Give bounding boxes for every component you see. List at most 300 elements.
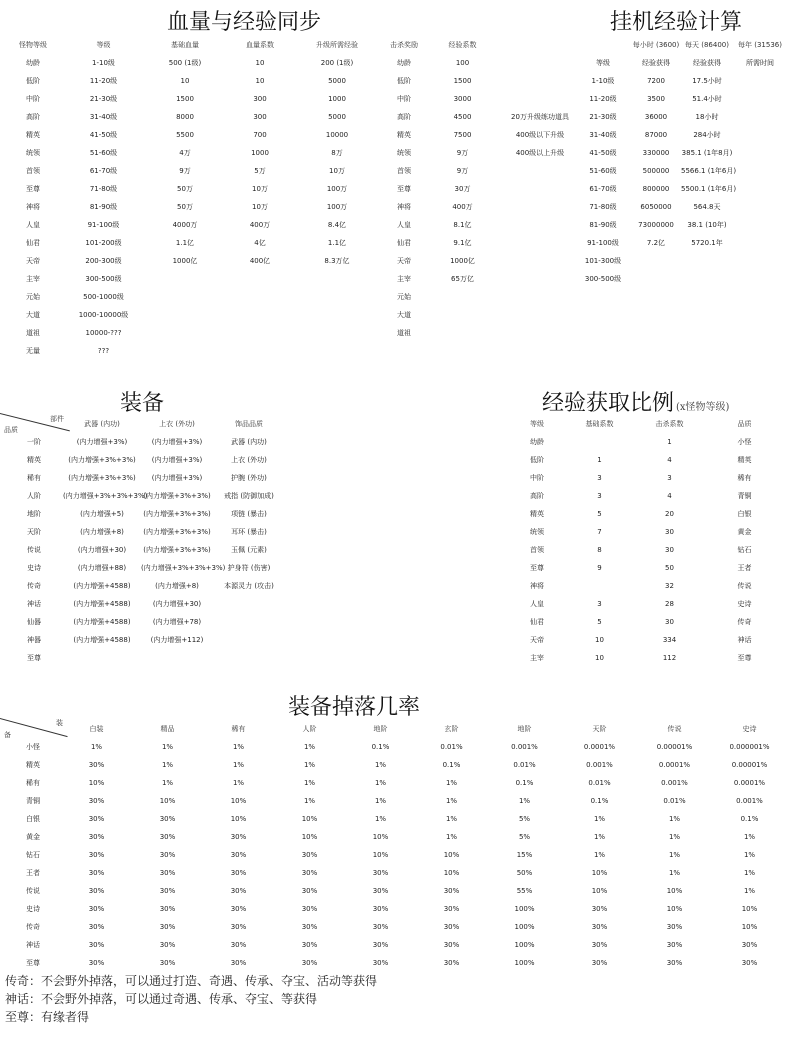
afk-cell: 41-50级: [589, 148, 617, 157]
sync-row: [5, 198, 495, 216]
ratio-header-cell: 击杀系数: [655, 419, 684, 428]
sync-cell: 1500: [453, 76, 472, 85]
drop-cell: 10%: [443, 850, 460, 859]
afk-header-cell: 每年 (31536): [738, 40, 782, 49]
ratio-cell: 中阶: [530, 473, 544, 482]
ratio-row: [512, 541, 787, 559]
afk-cell: 18小时: [695, 112, 719, 121]
drop-cell: 0.001%: [586, 760, 613, 769]
sync-cell: 人皇: [26, 220, 40, 229]
drop-cell: 30%: [591, 904, 608, 913]
drop-cell: 1%: [232, 778, 245, 787]
drop-row: [5, 846, 787, 864]
equip-row: [5, 649, 285, 667]
ratio-cell: 王者: [737, 563, 752, 572]
ratio-cell: 1: [597, 455, 602, 464]
sync-cell: 神将: [397, 202, 411, 211]
afk-cell: [733, 108, 787, 126]
equip-header-cell: 武器 (内功): [84, 419, 120, 428]
drop-cell: 30%: [88, 850, 105, 859]
sync-cell: 65万亿: [451, 274, 474, 283]
equip-corner-cell: [5, 415, 63, 433]
equip-cell: 精英: [27, 455, 41, 464]
afk-cell: 284小时: [693, 130, 721, 139]
sync-cell: 10: [180, 76, 190, 85]
equip-cell: 传说: [27, 545, 41, 554]
sync-cell: 3000: [453, 94, 472, 103]
sync-cell: ???: [97, 346, 110, 355]
sync-cell: 低阶: [397, 76, 411, 85]
ratio-cell: 3: [597, 491, 602, 500]
sync-cell: [224, 306, 296, 324]
sync-cell: 道祖: [26, 328, 40, 337]
equip-cell: 耳环 (暴击): [231, 527, 267, 536]
drop-cell: 0.01%: [513, 760, 536, 769]
equip-cell: (内力增强+30): [152, 599, 202, 608]
equip-cell: 护身符 (伤害): [227, 563, 271, 572]
sync-cell: 主宰: [397, 274, 411, 283]
drop-cell: 30%: [301, 868, 318, 877]
drop-title: 装备掉落几率: [288, 695, 421, 720]
sync-cell: 11-20级: [89, 76, 118, 85]
drop-corner-left: 备: [4, 731, 11, 739]
afk-header-cell: 每天 (86400): [685, 40, 729, 49]
drop-header-cell: 稀有: [231, 724, 246, 733]
drop-cell: 0.01%: [588, 778, 611, 787]
drop-cell: 0.0001%: [733, 778, 766, 787]
afk-cell: [733, 198, 787, 216]
drop-cell: 1%: [743, 886, 756, 895]
ratio-cell: 幼龄: [530, 437, 544, 446]
equip-cell: 玉佩 (元素): [231, 545, 267, 554]
drop-cell: 10%: [666, 904, 683, 913]
sync-cell: [146, 342, 224, 360]
sync-cell: 4500: [453, 112, 472, 121]
drop-cell: 10%: [372, 850, 389, 859]
drop-cell: 1%: [445, 832, 458, 841]
equip-cell: 史诗: [27, 563, 41, 572]
ratio-cell: 首领: [530, 545, 544, 554]
drop-row: [5, 756, 787, 774]
afk-cell: [733, 144, 787, 162]
ratio-row: [512, 523, 787, 541]
drop-cell: 30%: [443, 940, 460, 949]
equip-cell: (内力增强+4588): [73, 617, 131, 626]
drop-row: [5, 864, 787, 882]
drop-cell: 30%: [159, 814, 176, 823]
drop-cell: 王者: [26, 868, 40, 877]
sync-cell: 中阶: [26, 94, 40, 103]
sync-cell: 101-200级: [85, 238, 122, 247]
equip-cell: [63, 649, 141, 667]
equip-corner-left: 品质: [4, 426, 18, 434]
equip-row: [5, 613, 285, 631]
drop-row: [5, 828, 787, 846]
equip-cell: (内力增强+88): [77, 563, 127, 572]
afk-cell: 7.2亿: [646, 238, 666, 247]
drop-cell: 30%: [666, 922, 683, 931]
drop-cell: 30%: [88, 814, 105, 823]
equip-row: [5, 433, 285, 451]
sync-cell: 7500: [453, 130, 472, 139]
afk-cell: 31-40级: [589, 130, 617, 139]
drop-cell: 传奇: [26, 922, 40, 931]
equip-cell: (内力增强+3%+3%): [143, 491, 211, 500]
equip-row: [5, 451, 285, 469]
ratio-cell: 白银: [737, 509, 752, 518]
equip-table: [5, 415, 285, 667]
sync-cell: 21-30级: [89, 94, 118, 103]
afk-title: 挂机经验计算: [610, 10, 743, 35]
afk-cell: 38.1 (10年): [687, 220, 727, 229]
afk-cell: 61-70级: [589, 184, 617, 193]
sync-cell: 统领: [397, 148, 411, 157]
drop-cell: 30%: [230, 958, 247, 967]
drop-corner-top: 装: [56, 719, 63, 727]
equip-cell: 稀有: [27, 473, 41, 482]
drop-cell: 30%: [159, 904, 176, 913]
equip-cell: 一阶: [27, 437, 41, 446]
afk-cell: 564.8天: [693, 202, 721, 211]
equip-cell: (内力增强+3%+3%+3%): [141, 563, 226, 572]
equip-cell: 至尊: [27, 653, 41, 662]
drop-cell: 15%: [516, 850, 533, 859]
sync-cell: 神将: [26, 202, 40, 211]
afk-cell: 385.1 (1年8月): [681, 148, 733, 157]
equip-cell: (内力增强+78): [152, 617, 202, 626]
sync-cell: 51-60级: [89, 148, 118, 157]
sync-cell: 至尊: [26, 184, 40, 193]
drop-header-cell: 白装: [89, 724, 104, 733]
sync-cell: 400万: [452, 202, 473, 211]
equip-cell: (内力增强+8): [155, 581, 199, 590]
drop-cell: 1%: [303, 778, 316, 787]
afk-row: [505, 234, 787, 252]
ratio-cell: 30: [665, 545, 674, 554]
sync-cell: [224, 288, 296, 306]
drop-cell: 1%: [303, 796, 316, 805]
equip-cell: (内力增强+3%): [151, 473, 203, 482]
drop-cell: 10%: [230, 814, 247, 823]
ratio-cell: 4: [667, 491, 672, 500]
sync-cell: 低阶: [26, 76, 40, 85]
drop-cell: 30%: [230, 850, 247, 859]
sync-cell: 1000亿: [172, 256, 198, 265]
equip-cell: (内力增强+3%): [151, 455, 203, 464]
drop-cell: 10%: [301, 814, 318, 823]
drop-cell: 0.1%: [371, 742, 390, 751]
drop-cell: 100%: [514, 922, 535, 931]
equip-cell: 仙器: [27, 617, 41, 626]
sync-cell: 8.3万亿: [324, 256, 350, 265]
ratio-cell: 7: [597, 527, 602, 536]
drop-cell: 30%: [591, 922, 608, 931]
drop-cell: 30%: [666, 958, 683, 967]
afk-cell: [505, 54, 575, 72]
sync-cell: [296, 306, 378, 324]
afk-cell: [733, 270, 787, 288]
sync-cell: 10: [255, 76, 265, 85]
equip-cell: 地阶: [27, 509, 41, 518]
sync-cell: 10000: [325, 130, 349, 139]
drop-cell: 1%: [303, 760, 316, 769]
afk-cell: 17.5小时: [692, 76, 722, 85]
equip-row: [5, 559, 285, 577]
drop-cell: 1%: [374, 760, 387, 769]
drop-cell: 10%: [591, 886, 608, 895]
note-line: 神话：不会野外掉落，可以通过奇遇、传承、夺宝、等获得: [5, 992, 318, 1006]
drop-cell: 稀有: [26, 778, 40, 787]
equip-row: [5, 631, 285, 649]
drop-header-cell: 史诗: [742, 724, 757, 733]
ratio-row: [512, 613, 787, 631]
equip-row: [5, 505, 285, 523]
afk-row: [505, 54, 787, 72]
afk-cell: 71-80级: [589, 202, 617, 211]
sync-cell: 8.4亿: [327, 220, 347, 229]
sync-cell: 500-1000级: [83, 292, 124, 301]
equip-header-cell: 饰品品质: [235, 419, 263, 428]
equip-row: [5, 595, 285, 613]
afk-cell: [505, 180, 575, 198]
sync-cell: [224, 342, 296, 360]
sync-cell: 300-500级: [85, 274, 122, 283]
equip-cell: [213, 613, 285, 631]
sync-cell: [224, 270, 296, 288]
sync-cell: 400亿: [249, 256, 271, 265]
ratio-cell: 精英: [530, 509, 544, 518]
drop-cell: 30%: [372, 940, 389, 949]
afk-cell: 6050000: [640, 202, 672, 211]
sync-cell: 50万: [177, 184, 193, 193]
drop-cell: 10%: [666, 886, 683, 895]
equip-cell: (内力增强+4588): [73, 581, 131, 590]
drop-cell: 0.001%: [736, 796, 763, 805]
ratio-row: [512, 631, 787, 649]
afk-cell: [733, 180, 787, 198]
drop-cell: 0.1%: [442, 760, 461, 769]
drop-cell: 10%: [230, 796, 247, 805]
sync-cell: [296, 342, 378, 360]
drop-cell: 0.001%: [661, 778, 688, 787]
afk-cell: 400级以上升级: [515, 148, 565, 157]
drop-cell: 30%: [372, 886, 389, 895]
drop-cell: 1%: [232, 742, 245, 751]
ratio-cell: 天帝: [530, 635, 544, 644]
drop-cell: 1%: [445, 778, 458, 787]
sync-row: [5, 126, 495, 144]
drop-cell: 30%: [159, 940, 176, 949]
sync-row: [5, 216, 495, 234]
ratio-cell: [562, 433, 637, 451]
afk-row: [505, 270, 787, 288]
drop-cell: 小怪: [26, 742, 40, 751]
sync-cell: 高阶: [397, 112, 411, 121]
drop-cell: 神话: [26, 940, 40, 949]
afk-cell: [505, 216, 575, 234]
ratio-cell: 史诗: [737, 599, 752, 608]
sync-cell: [296, 270, 378, 288]
equip-cell: (内力增强+5): [80, 509, 124, 518]
ratio-cell: 至尊: [530, 563, 544, 572]
afk-cell: 21-30级: [589, 112, 617, 121]
drop-row: [5, 936, 787, 954]
sync-cell: 30万: [454, 184, 471, 193]
afk-cell: [733, 252, 787, 270]
drop-cell: 1%: [161, 778, 174, 787]
sync-cell: 幼龄: [397, 58, 411, 67]
sync-cell: 4亿: [254, 238, 266, 247]
ratio-cell: 低阶: [530, 455, 544, 464]
afk-cell: 所需时间: [746, 58, 774, 67]
ratio-cell: 主宰: [530, 653, 544, 662]
afk-cell: 经验获得: [693, 58, 721, 67]
afk-table: [505, 36, 787, 288]
drop-header-cell: 人阶: [302, 724, 317, 733]
equip-row: [5, 469, 285, 487]
ratio-row: [512, 451, 787, 469]
ratio-cell: 高阶: [530, 491, 544, 500]
equip-cell: 传奇: [27, 581, 41, 590]
drop-cell: 0.01%: [440, 742, 463, 751]
ratio-cell: 5: [597, 509, 602, 518]
equip-row: [5, 577, 285, 595]
drop-cell: 30%: [159, 850, 176, 859]
drop-cell: 10%: [301, 832, 318, 841]
drop-cell: 30%: [159, 886, 176, 895]
sync-cell: 8万: [331, 148, 343, 157]
sync-cell: 31-40级: [89, 112, 118, 121]
drop-cell: 30%: [88, 886, 105, 895]
drop-cell: 30%: [159, 832, 176, 841]
drop-cell: 30%: [443, 904, 460, 913]
sync-cell: [296, 324, 378, 342]
drop-row: [5, 954, 787, 972]
sync-cell: 天帝: [397, 256, 411, 265]
equip-cell: (内力增强+3%): [76, 437, 128, 446]
sync-cell: 10万: [252, 202, 268, 211]
afk-cell: [733, 216, 787, 234]
afk-row: [505, 252, 787, 270]
sync-row: [5, 162, 495, 180]
afk-row: [505, 162, 787, 180]
ratio-cell: 钻石: [737, 545, 752, 554]
sync-header-cell: 血量系数: [246, 40, 274, 49]
drop-cell: 30%: [372, 922, 389, 931]
sync-cell: 9.1亿: [453, 238, 472, 247]
drop-cell: 30%: [301, 904, 318, 913]
sync-cell: 5000: [328, 112, 346, 121]
drop-cell: 30%: [230, 868, 247, 877]
afk-cell: 5720.1年: [691, 238, 723, 247]
afk-header-row: [505, 36, 787, 54]
afk-cell: 91-100级: [587, 238, 619, 247]
afk-cell: [505, 270, 575, 288]
afk-cell: [733, 234, 787, 252]
equip-cell: 天阶: [27, 527, 41, 536]
afk-cell: 300-500级: [584, 274, 622, 283]
equip-cell: 上衣 (外功): [231, 455, 267, 464]
drop-cell: 30%: [88, 796, 105, 805]
afk-cell: [505, 72, 575, 90]
afk-cell: 20万升级练功道具: [511, 112, 569, 121]
afk-cell: 101-300级: [584, 256, 622, 265]
equip-cell: 本源灵力 (攻击): [224, 581, 274, 590]
ratio-cell: 3: [667, 473, 672, 482]
ratio-cell: 黄金: [737, 527, 752, 536]
drop-row: [5, 810, 787, 828]
sync-cell: 100万: [326, 184, 348, 193]
afk-row: [505, 144, 787, 162]
ratio-row: [512, 649, 787, 667]
sync-cell: 400万: [249, 220, 271, 229]
sync-cell: [146, 324, 224, 342]
drop-cell: 0.001%: [511, 742, 538, 751]
ratio-cell: 5: [597, 617, 602, 626]
afk-cell: 36000: [644, 112, 668, 121]
drop-cell: 55%: [516, 886, 533, 895]
ratio-cell: 3: [597, 473, 602, 482]
afk-cell: [505, 252, 575, 270]
afk-header-cell: 每小时 (3600): [632, 40, 680, 49]
equip-header-cell: 上衣 (外功): [159, 419, 195, 428]
sync-header-cell: 等级: [96, 40, 111, 49]
drop-cell: 0.1%: [740, 814, 759, 823]
afk-row: [505, 216, 787, 234]
drop-cell: 0.00001%: [731, 760, 768, 769]
drop-cell: 1%: [445, 814, 458, 823]
sync-cell: 高阶: [26, 112, 40, 121]
drop-header-cell: 玄阶: [444, 724, 459, 733]
sync-cell: [146, 270, 224, 288]
ratio-cell: 稀有: [737, 473, 752, 482]
drop-cell: 30%: [88, 760, 105, 769]
drop-row: [5, 900, 787, 918]
ratio-header-cell: 基础系数: [585, 419, 614, 428]
sync-header-cell: 怪物等级: [19, 40, 47, 49]
sync-row: [5, 306, 495, 324]
drop-cell: 10%: [741, 922, 758, 931]
drop-cell: 30%: [741, 940, 758, 949]
sync-row: [5, 252, 495, 270]
afk-cell: 73000000: [638, 220, 674, 229]
drop-cell: 1%: [374, 796, 387, 805]
drop-cell: 30%: [301, 958, 318, 967]
ratio-row: [512, 433, 787, 451]
drop-header-cell: 天阶: [592, 724, 607, 733]
sync-cell: 4000万: [172, 220, 198, 229]
sync-cell: 9万: [456, 148, 469, 157]
ratio-subtitle: (x怪物等级): [676, 402, 730, 413]
ratio-row: [512, 577, 787, 595]
drop-cell: 1%: [593, 832, 606, 841]
drop-cell: 30%: [443, 922, 460, 931]
drop-cell: 1%: [743, 868, 756, 877]
ratio-cell: 1: [667, 437, 672, 446]
sync-cell: [430, 324, 495, 342]
ratio-cell: 传奇: [737, 617, 752, 626]
drop-row: [5, 774, 787, 792]
sync-row: [5, 180, 495, 198]
drop-cell: 1%: [743, 832, 756, 841]
afk-cell: [631, 252, 681, 270]
drop-cell: 30%: [88, 868, 105, 877]
drop-cell: 30%: [159, 868, 176, 877]
drop-cell: 30%: [372, 904, 389, 913]
equip-cell: (内力增强+3%+3%+3%): [63, 491, 148, 500]
sync-row: [5, 270, 495, 288]
ratio-cell: 20: [665, 509, 674, 518]
